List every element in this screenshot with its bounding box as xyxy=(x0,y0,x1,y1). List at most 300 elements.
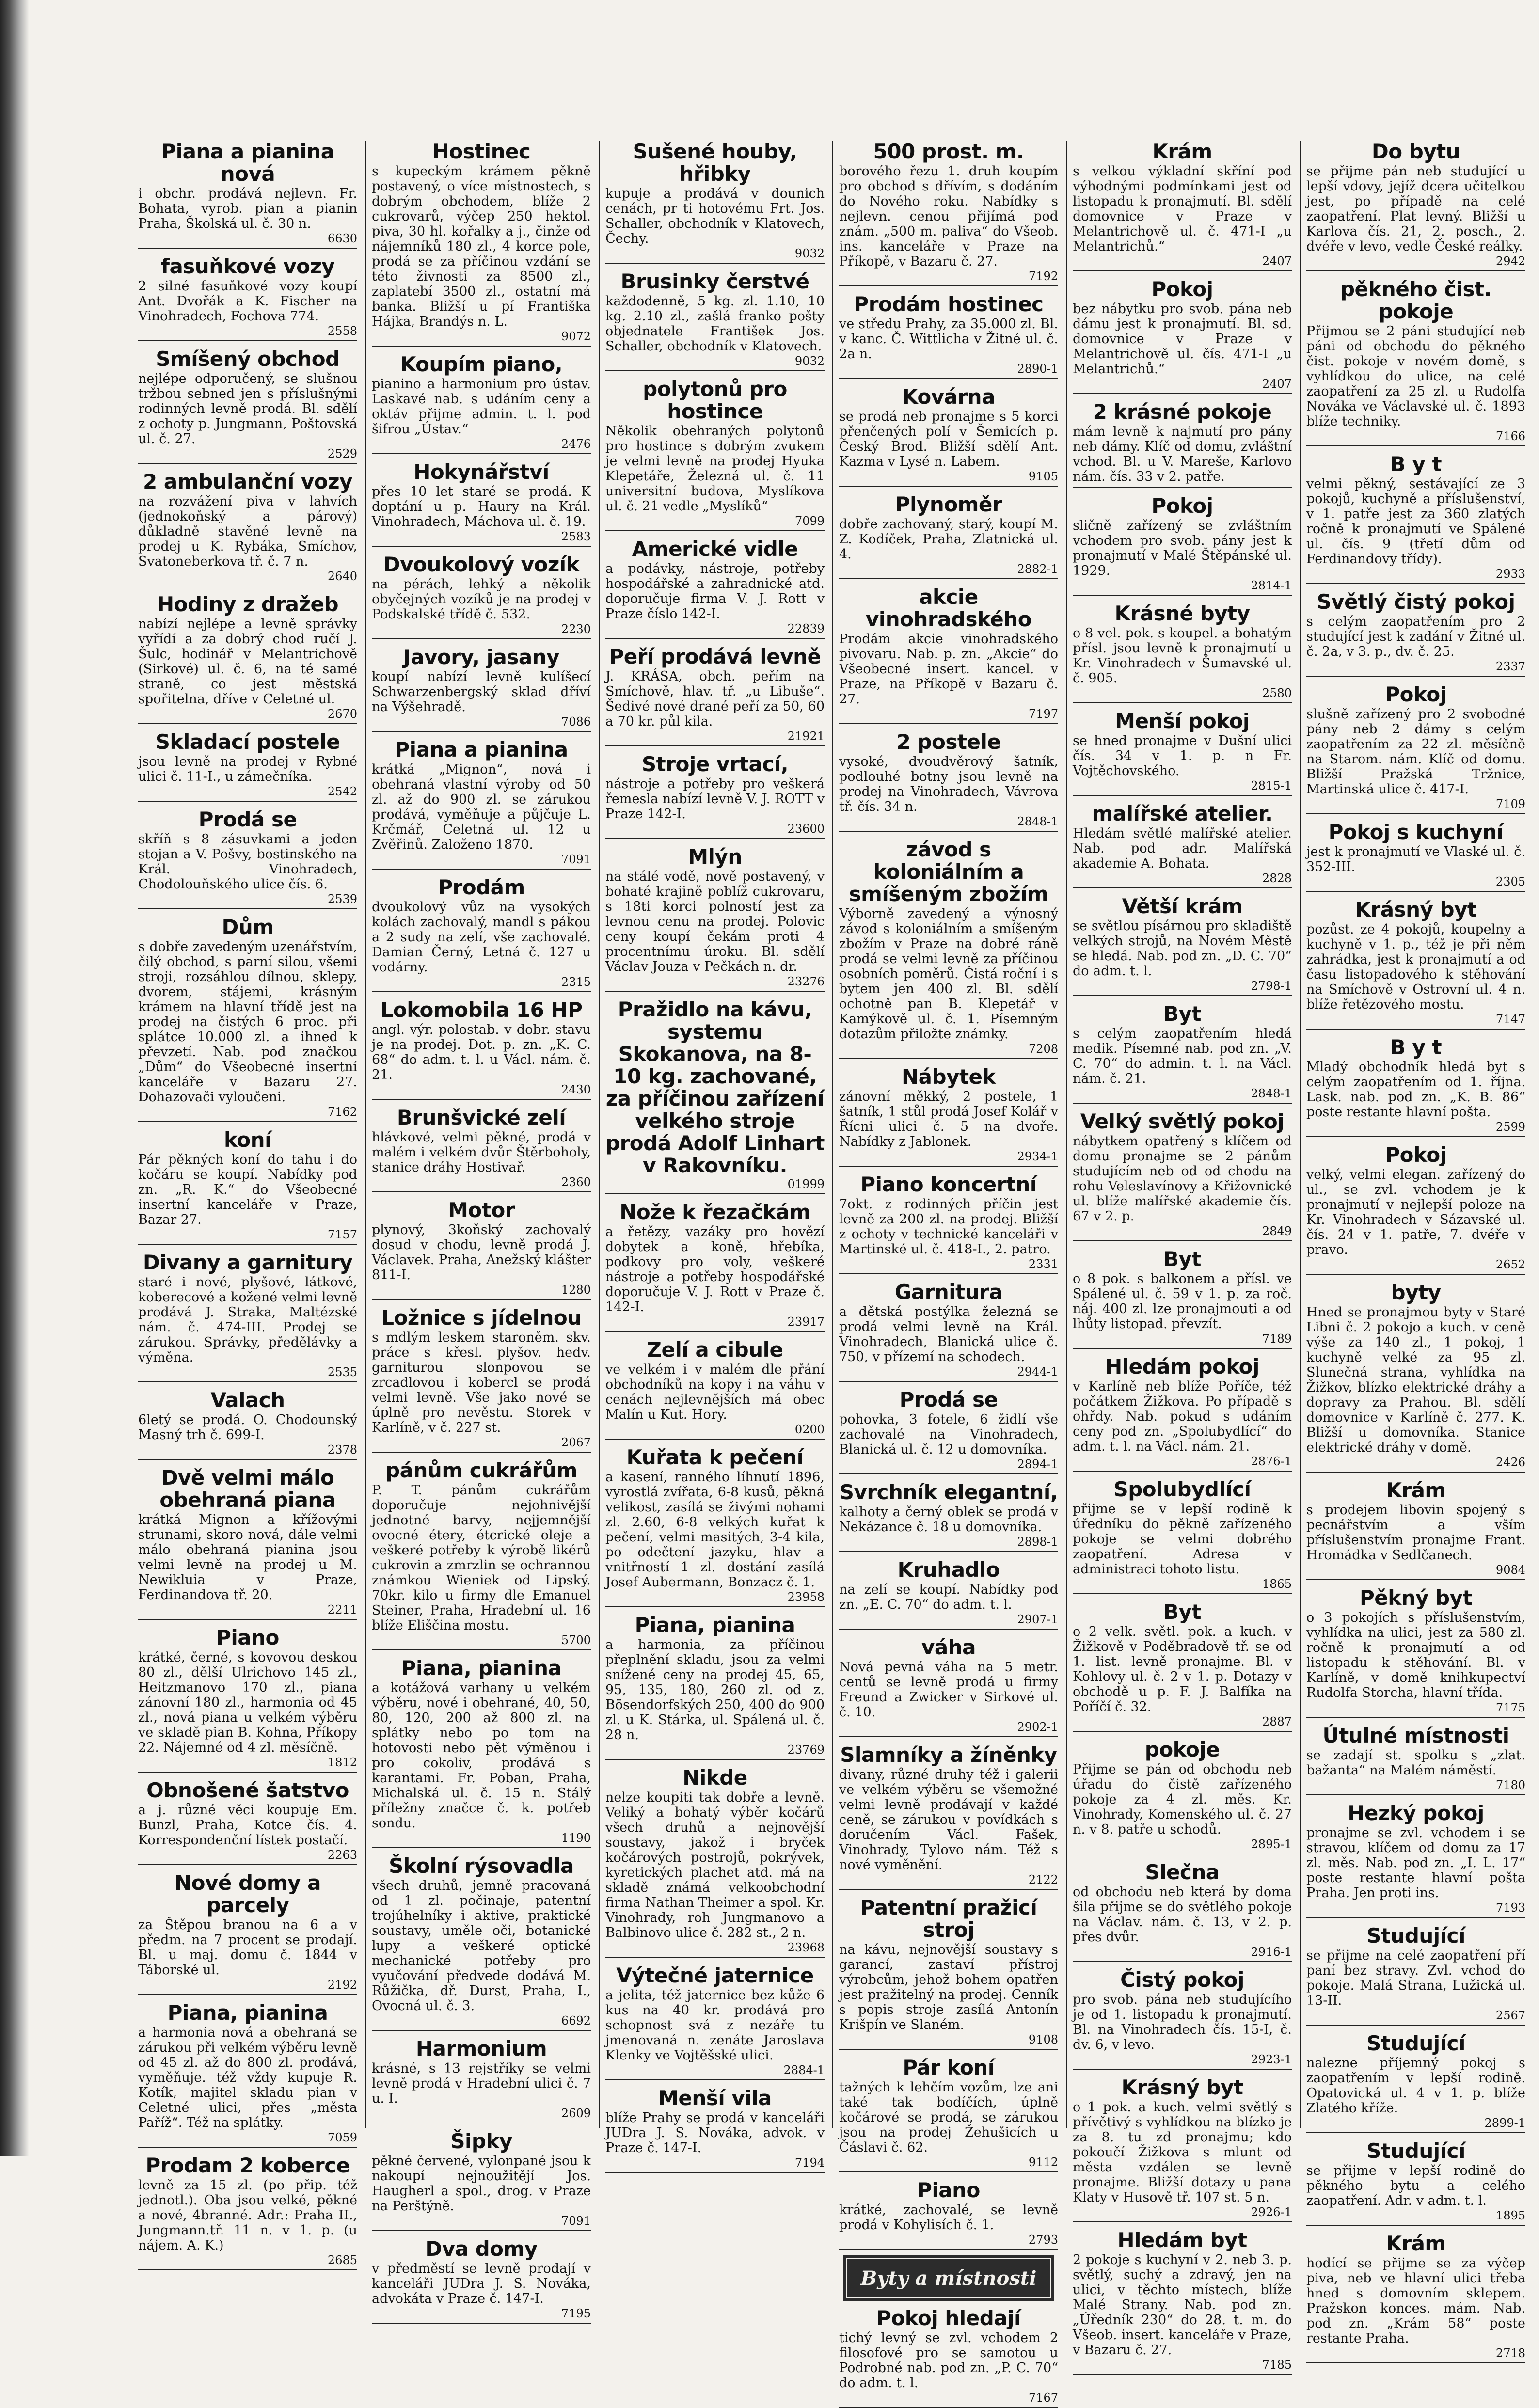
classified-ad xyxy=(605,378,825,531)
classified-ad xyxy=(839,493,1058,579)
ad-title: Spolubydlící xyxy=(1113,1477,1251,1501)
classified-ad xyxy=(1306,899,1525,1030)
ad-reference-number: 2539 xyxy=(327,892,357,906)
classified-ad xyxy=(1306,2140,1525,2226)
ad-text: každodenně, 5 kg. zl. 1.10, 10 kg. 2.10 zl., zašlá franko pošty objednatele František Jos. Schaller, obchodník v Klatovech. xyxy=(605,294,825,354)
ad-reference-number: 2916-1 xyxy=(1251,1945,1292,1959)
column-divider xyxy=(832,141,833,2128)
ad-title: Obnošené šatstvo xyxy=(146,1778,349,1802)
ad-title: B y t xyxy=(1390,452,1442,476)
column-divider xyxy=(599,141,600,2128)
classified-ad xyxy=(138,1627,357,1773)
ad-reference-number: 9105 xyxy=(1028,470,1058,483)
ad-text: angl. výr. polostab. v dobr. stavu je na prodej. Dot. p. zn. „K. C. 68“ do adm. t. l. u Václ. nám. č. 21. xyxy=(372,1022,591,1082)
classified-ad xyxy=(839,839,1058,1059)
ad-text: s prodejem libovin spojený s pecnářstvím a vším příslušenstvím pronajme Frant. Hromádka v Sedlčanech. xyxy=(1306,1503,1525,1563)
ad-text: Pár pěkných koní do tahu i do kočáru se koupí. Nabídky pod zn. „R. K.“ do Všeobecné insertní kanceláře v Praze, Bazar 27. xyxy=(138,1152,357,1227)
ad-title: Krám xyxy=(1386,1478,1446,1502)
ad-text: pro svob. pána neb studujícího je od 1. listopadu k pronajmutí. Bl. na Vinohradech čís. 15-I, č. dv. 6, v levo. xyxy=(1073,1992,1292,2052)
ad-title: Krám xyxy=(1152,140,1212,163)
ad-text: s dobře zavedeným uzenářstvím, čilý obchod, s parní silou, všemi stroji, rozsáhlou dílnou, sklepy, dvorem, stájemi, krásným krámem na hlavní třídě jest na prodej na čistých 6 proc. při splátce 10.000 zl. a ihned k převzetí. Nab. pod značkou „Dům“ do Všeobecné insertní kanceláře v Bazaru 27. Dohazovači vyloučeni. xyxy=(138,939,357,1105)
ad-title: Dvě velmi málo obehraná piana xyxy=(159,1466,336,1512)
ad-text: a j. různé věci koupuje Em. Bunzl, Praha, Kotce čís. 4. Korrespondenční lístek postačí. xyxy=(138,1803,357,1848)
ad-title: Pokoj xyxy=(1151,277,1213,301)
ad-title: Školní rýsovadla xyxy=(389,1854,574,1878)
classified-ad xyxy=(372,2238,591,2324)
classified-ad xyxy=(839,1744,1058,1890)
ad-text: od obchodu neb která by doma šila přijme se do světlého pokoje na Václav. nám. č. 13, v 2. p. přes dvůr. xyxy=(1073,1885,1292,1945)
ad-title: 2 postele xyxy=(896,730,1001,754)
ad-title: Slamníky a žíněnky xyxy=(840,1743,1057,1767)
classified-ad xyxy=(1306,2233,1525,2363)
ad-text: na kávu, nejnovější soustavy s garancí, zastaví přístroj výrobcům, jehož bohem opatřen jest pražitelný na prodej. Cenník s popis stroje zasílá Antonín Krišpín ve Slaném. xyxy=(839,1942,1058,2032)
ad-text: se přijme v lepší rodině do pěkného bytu a celého zaopatření. Adr. v adm. t. l. xyxy=(1306,2163,1525,2208)
ad-text: pozůst. ze 4 pokojů, koupelny a kuchyně v 1. p., též je při něm zahrádka, jest k pronajmutí a od času listopadového k stěhování na Smíchově v Ostrovní ul. 4 n. blíže řetězového mostu. xyxy=(1306,922,1525,1012)
ad-text: o 1 pok. a kuch. velmi světlý s přívětivý s vyhlídkou na blízko je za 8. tu zd pronajmu; kdo pokoučí Žižkova s mlunt od města vzdálen se levně pronajme. Bližší dotazy u pana Klaty v Husově tř. 107 st. 5 n. xyxy=(1073,2100,1292,2205)
classified-ad xyxy=(839,1559,1058,1630)
ad-reference-number: 7197 xyxy=(1028,707,1058,721)
ad-title: Piana a pianina nová xyxy=(161,140,334,186)
ad-title: Hostinec xyxy=(432,140,531,163)
ad-reference-number: 9084 xyxy=(1495,1563,1525,1577)
ad-reference-number: 2670 xyxy=(327,707,357,721)
ad-reference-number: 2923-1 xyxy=(1251,2053,1292,2066)
ad-text: o 2 velk. světl. pok. a kuch. v Žižkově v Poděbradově tř. se od 1. list. levně pronajme. Bl. v Kohlovy ul. č. 2 v 1. p. Dotazy v obchodě u p. F. J. Balfíka na Poříčí č. 32. xyxy=(1073,1624,1292,1714)
ad-reference-number: 9032 xyxy=(794,247,825,260)
ad-title: Nové domy a parcely xyxy=(174,1871,321,1917)
ad-reference-number: 2567 xyxy=(1495,2009,1525,2022)
classified-ad xyxy=(138,808,357,909)
classified-ad xyxy=(1306,591,1525,677)
ad-text: přijme se v lepší rodině k úředníku do pěkně zařízeného pokoje se velmi dobrého zaopatření. Adresa v administraci tohoto listu. xyxy=(1073,1502,1292,1577)
ad-title: Skladací postele xyxy=(155,730,340,754)
classified-ad xyxy=(605,1767,825,1958)
ad-reference-number: 7189 xyxy=(1262,1332,1292,1346)
ad-title: Nikde xyxy=(682,1766,747,1790)
ad-text: zánovní měkký, 2 postele, 1 šatník, 1 stůl prodá Josef Kolář v Řícni ulici č. 5 na dvoře. Nabídky z Jablonek. xyxy=(839,1089,1058,1149)
ad-text: krátká Mignon a křížovými strunami, skoro nová, dále velmi málo obehraná pianina jsou velmi levně na prodej u M. Newikluia v Praze, Ferdinandova tř. 20. xyxy=(138,1512,357,1602)
classified-ad xyxy=(839,386,1058,487)
ad-text: velmi pěkný, sestávající ze 3 pokojů, kuchyně a příslušenství, v 1. patře jest za 360 zlatých ročně k pronajmutí ve Spálené ul. čís. 9 (třetí dům od Ferdinandovy třídy). xyxy=(1306,476,1525,567)
ad-reference-number: 2599 xyxy=(1495,1120,1525,1134)
ad-reference-number: 1280 xyxy=(561,1283,591,1297)
ad-reference-number: 6692 xyxy=(561,2014,591,2028)
ad-text: pronajme se zvl. vchodem i se stravou, klíčem od domu za 17 zl. měs. Nab. pod zn. „I. L. 17“ poste restante hlavní pošta Praha. Jen proti ins. xyxy=(1306,1825,1525,1901)
ad-title: pánům cukrářům xyxy=(385,1458,577,1482)
column-divider xyxy=(1066,141,1067,2128)
classified-ad xyxy=(372,1307,591,1453)
ad-reference-number: 2609 xyxy=(561,2107,591,2120)
classified-ad xyxy=(1306,1282,1525,1473)
section-banner: Byty a místnosti xyxy=(845,2257,1052,2299)
column-5 xyxy=(1073,140,1292,2372)
ad-text: 2 pokoje s kuchyní v 2. neb 3. p. světlý, suchý a zdravý, jen na ulici, v těchto místech, blíže Malé Strany. Nab. pod zn. „Úředník 230“ do 28. t. m. do Všeob. insert. kanceláře v Praze, v Bazaru č. 27. xyxy=(1073,2252,1292,2358)
column-divider xyxy=(1300,141,1301,2128)
ad-reference-number: 23917 xyxy=(787,1315,825,1329)
classified-ad xyxy=(1306,683,1525,814)
ad-text: a řetězy, vazáky pro hovězí dobytek a koně, hřebíka, podkovy pro voly, veškeré nástroje a potřeby hospodářské doporučuje V. J. Rott v Praze č. 142-I. xyxy=(605,1224,825,1315)
ad-reference-number: 2652 xyxy=(1495,1258,1525,1271)
ad-text: nalezne příjemný pokoj s zaopatřením v lepší rodině. Opatovická ul. 4 v 1. p. blíže Zlatého kříže. xyxy=(1306,2056,1525,2116)
ad-title: Mlýn xyxy=(688,845,742,869)
ad-reference-number: 2535 xyxy=(327,1365,357,1379)
ad-title: Byt xyxy=(1163,1600,1201,1624)
ad-reference-number: 01999 xyxy=(787,1177,825,1191)
ad-text: na rozvážení piva v lahvích (jednokoňský a párový) důkladně stavěné levně na prodej u K. Rybáka, Smíchov, Svatoneberkova tř. č. 7 n. xyxy=(138,494,357,569)
classified-ad xyxy=(372,1855,591,2031)
classified-ad xyxy=(138,731,357,802)
ad-text: a harmonia nová a obehraná se zárukou při velkém výběru levně od 45 zl. až do 800 zl. prodává, vyměňuje. též vždy kupuje R. Kotík, majitel skladu pian v Celetné ulici, přes „města Paříž“. Též na splátky. xyxy=(138,2025,357,2130)
ad-title: Studující xyxy=(1366,1924,1465,1948)
ad-title: Pokoj xyxy=(1385,682,1447,706)
ad-title: Zelí a cibule xyxy=(647,1338,783,1362)
ad-reference-number: 1812 xyxy=(327,1756,357,1769)
classified-ad xyxy=(839,731,1058,832)
ad-title: Piana, pianina xyxy=(167,2001,328,2025)
classified-ad xyxy=(1306,453,1525,584)
ad-title: Brunšvické zelí xyxy=(397,1106,566,1129)
ad-text: se prodá neb pronajme s 5 korci přenčených polí v Šemicích p. Český Brod. Bližší sdělí Ant. Kazma v Lysé n. Labem. xyxy=(839,409,1058,469)
classified-ad xyxy=(372,2130,591,2231)
ad-text: a dětská postýlka železná se prodá velmi levně na Král. Vinohradech, Blanická ulice č. 750, v přízemí na schodech. xyxy=(839,1304,1058,1364)
ad-title: Peří prodává levně xyxy=(609,645,821,668)
classified-ad xyxy=(605,1446,825,1607)
ad-text: a kotážová varhany u velkém výběru, nové i obehrané, 40, 50, 80, 120, 200 až 800 zl. na splátky nebo po tom na hotovosti nebo pět výměnou i pro cokoliv, prodává s karantami. Fr. Poban, Praha, Michalská ul. č. 15 n. Stálý příležny značce č. k. potřeb sondu. xyxy=(372,1680,591,1831)
ad-text: na stálé vodě, nově postavený, v bohaté krajině poblíž cukrovaru, s 18ti korci polností jest za levnou cenu na prodej. Polovic ceny koupí čekám proti 4 procentnímu úroku. Bl. sdělí Václav Jouza v Pečkách n. dr. xyxy=(605,869,825,974)
ad-reference-number: 2263 xyxy=(327,1848,357,1862)
ad-reference-number: 2815-1 xyxy=(1251,779,1292,792)
classified-ad xyxy=(138,916,357,1122)
ad-reference-number: 9072 xyxy=(561,330,591,343)
ad-reference-number: 2944-1 xyxy=(1017,1365,1058,1378)
classified-ad xyxy=(1073,141,1292,271)
ad-reference-number: 2529 xyxy=(327,447,357,460)
classified-ad xyxy=(839,1636,1058,1737)
classified-ad xyxy=(839,1389,1058,1474)
ad-title: Čistý pokoj xyxy=(1120,1968,1244,1992)
ad-reference-number: 2798-1 xyxy=(1251,979,1292,993)
ad-reference-number: 1865 xyxy=(1262,1577,1292,1591)
ad-reference-number: 23769 xyxy=(787,1743,825,1757)
column-2 xyxy=(372,140,591,2320)
classified-ad xyxy=(605,846,825,992)
classified-ad xyxy=(839,2307,1058,2408)
ad-text: s velkou výkladní skříní pod výhodnými podmínkami jest od listopadu k pronajmutí. Bl. sdělí domovnice v Praze v Melantrichově ul. č. 471-I „u Melantrichů.“ xyxy=(1073,164,1292,254)
ad-title: pokoje xyxy=(1144,1738,1220,1761)
ad-title: Kruhadlo xyxy=(897,1558,1000,1582)
ad-title: váha xyxy=(921,1635,976,1659)
classified-ad xyxy=(372,646,591,732)
ad-reference-number: 2211 xyxy=(327,1603,357,1616)
ad-text: nabízí nejlépe a levně správky vyřídí a za dobrý chod ručí J. Šulc, hodinář v Melantrichově (Sirkové) ul. č. 6, na té samé straně, co jest městská spořitelna, dříve v Celetné ul. xyxy=(138,617,357,707)
classified-ad xyxy=(138,1872,357,1995)
ad-title: Piano xyxy=(216,1626,279,1649)
ad-text: nástroje a potřeby pro veškerá řemesla nabízí levně V. J. ROTT v Praze 142-I. xyxy=(605,776,825,822)
ad-text: ve středu Prahy, za 35.000 zl. Bl. v kanc. Č. Wittlicha v Žitné ul. č. 2a n. xyxy=(839,317,1058,362)
classified-ad xyxy=(839,1173,1058,1274)
ad-title: Patentní pražicí stroj xyxy=(860,1896,1037,1942)
classified-ad xyxy=(1073,278,1292,394)
ad-reference-number: 2378 xyxy=(327,1443,357,1457)
ad-reference-number: 2933 xyxy=(1495,567,1525,581)
classified-ad xyxy=(1306,1036,1525,1137)
ad-title: B y t xyxy=(1390,1035,1442,1059)
ad-reference-number: 7166 xyxy=(1495,429,1525,443)
ad-text: J. KRÁSA, obch. peřím na Smíchově, hlav. tř. „u Libuše“. Šedivé nové drané peří za 50, 60 a 70 kr. půl kila. xyxy=(605,669,825,729)
ad-title: Nože k řezačkám xyxy=(619,1200,810,1224)
classified-ad xyxy=(1073,1003,1292,1104)
classified-ad xyxy=(1073,401,1292,488)
classified-ad xyxy=(605,2087,825,2173)
ad-reference-number: 7091 xyxy=(561,853,591,866)
ad-text: vysoké, dvoudvěrový šatník, podlouhé botny jsou levně na prodej na Vinohradech, Vávrova tř. čís. 34 n. xyxy=(839,754,1058,814)
classified-ad xyxy=(372,876,591,992)
ad-title: Útulné místnosti xyxy=(1322,1724,1509,1747)
ad-title: Studující xyxy=(1366,2139,1465,2163)
ad-reference-number: 1895 xyxy=(1495,2209,1525,2222)
ad-reference-number: 22839 xyxy=(787,622,825,635)
ad-reference-number: 2305 xyxy=(1495,875,1525,888)
ad-title: 500 prost. m. xyxy=(873,140,1024,163)
classified-ad xyxy=(1073,1739,1292,1854)
ad-title: Brusinky čerstvé xyxy=(620,269,809,293)
classified-ad xyxy=(138,1252,357,1382)
classified-ad xyxy=(138,1129,357,1245)
classified-ad xyxy=(1306,141,1525,271)
ad-reference-number: 2793 xyxy=(1028,2233,1058,2247)
ad-reference-number: 2902-1 xyxy=(1017,1720,1058,1734)
classified-ad xyxy=(372,353,591,454)
ad-title: Stroje vrtací, xyxy=(641,752,789,776)
classified-ad xyxy=(605,998,825,1194)
ad-reference-number: 2718 xyxy=(1495,2346,1525,2360)
ad-title: koní xyxy=(224,1128,271,1152)
ad-title: malířské atelier. xyxy=(1092,802,1273,825)
ad-reference-number: 2882-1 xyxy=(1017,562,1058,576)
ad-title: Šipky xyxy=(450,2129,512,2153)
classified-ad xyxy=(839,586,1058,724)
classified-ad xyxy=(1306,1725,1525,1795)
ad-title: Piana a pianina xyxy=(395,738,568,761)
ad-text: Nová pevná váha na 5 metr. centů se levně prodá u firmy Freund a Zwicker v Sirkové ul. č. 10. xyxy=(839,1660,1058,1720)
ad-reference-number: 2583 xyxy=(561,530,591,543)
ad-reference-number: 2849 xyxy=(1262,1224,1292,1238)
ad-reference-number: 7091 xyxy=(561,2214,591,2228)
classified-ad xyxy=(372,1459,591,1650)
ad-text: skříň s 8 zásuvkami a jeden stojan a V. Pošvy, bostinského na Král. Vinohradech, Chodolouňského ulice čís. 6. xyxy=(138,832,357,892)
classified-ad xyxy=(1306,1144,1525,1275)
ad-title: Do bytu xyxy=(1371,140,1460,163)
ad-title: Menší vila xyxy=(658,2086,772,2110)
classified-ad xyxy=(1073,1969,1292,2070)
ad-title: Prodam 2 koberce xyxy=(145,2154,350,2177)
ad-text: hodící se přijme se za výčep piva, neb ve hlavní ulici třeba hned s domovním sklepem. Pražskon konces. mám. Nab. pod zn. „Krám 58“ poste restante Praha. xyxy=(1306,2256,1525,2346)
classified-ad xyxy=(372,554,591,639)
classified-ad xyxy=(1073,803,1292,888)
ad-reference-number: 1190 xyxy=(561,1831,591,1845)
ad-text: 6letý se prodá. O. Chodounský Masný trh č. 699-I. xyxy=(138,1412,357,1442)
classified-ad xyxy=(839,1281,1058,1382)
ad-reference-number: 2558 xyxy=(327,324,357,338)
classified-ad xyxy=(605,753,825,839)
ad-text: Hned se pronajmou byty v Staré Libni č. 2 pokojo a kuch. v ceně výše za 140 zl., 1 pokoj, 1 kuchyně velké za 95 zl. Slunečná strana, vyhlídka na Žižkov, blízko elektrické dráhy a dopravy za Prahou. Bl. sdělí domovnice v Karlíně č. 277. K. Bližší u domovníka. Stanice elektrické dráhy v domě. xyxy=(1306,1305,1525,1455)
ad-reference-number: 7099 xyxy=(794,514,825,528)
ad-text: staré i nové, plyšové, látkové, koberecové a kožené velmi levně prodává J. Straka, Maltézské nám. č. 474-III. Prodej se zárukou. Správky, předělávky a výměna. xyxy=(138,1275,357,1365)
ad-text: a podávky, nástroje, potřeby hospodářské a zahradnické atd. doporučuje firma V. J. Rott v Praze číslo 142-I. xyxy=(605,561,825,621)
ad-text: se přijme pán neb studující u lepší vdovy, jejíž dcera učitelkou jest, po případě na celé zaopatření. Plat levný. Bližší u Karlova čís. 21, 2. posch., 2. dvéře v levo, vedle České reálky. xyxy=(1306,164,1525,254)
ad-reference-number: 7208 xyxy=(1028,1042,1058,1056)
ad-text: jest k pronajmutí ve Vlaské ul. č. 352-III. xyxy=(1306,844,1525,874)
ad-reference-number: 2476 xyxy=(561,437,591,451)
classified-ad xyxy=(372,1199,591,1300)
classified-ad xyxy=(839,141,1058,286)
ad-reference-number: 2907-1 xyxy=(1017,1613,1058,1626)
ad-reference-number: 7194 xyxy=(794,2156,825,2170)
classified-ad xyxy=(605,646,825,746)
classified-ad xyxy=(605,141,825,264)
ad-reference-number: 2542 xyxy=(327,785,357,798)
classified-ad xyxy=(372,461,591,547)
ad-title: Hezký pokoj xyxy=(1348,1801,1484,1825)
ad-reference-number: 2848-1 xyxy=(1017,815,1058,828)
ad-text: tažných k lehčím vozům, lze ani také tak bodíčích, úplně kočárové se prodá, se zárukou jsou na prodej Žehušicích u Čáslavi č. 62. xyxy=(839,2080,1058,2155)
ad-title: Motor xyxy=(448,1198,515,1222)
classified-ad xyxy=(1073,1356,1292,1472)
ad-reference-number: 7175 xyxy=(1495,1701,1525,1714)
ad-reference-number: 2898-1 xyxy=(1017,1535,1058,1549)
ad-title: Byt xyxy=(1163,1247,1201,1271)
ad-text: o 8 pok. s balkonem a přísl. ve Spálené ul. č. 59 v 1. p. za roč. náj. 400 zl. lze pronajmouti a od lhůty listopad. převzít. xyxy=(1073,1271,1292,1331)
classified-ads-page xyxy=(138,140,1539,2405)
scan-edge xyxy=(0,0,29,2156)
ad-title: závod s koloniálním a smíšeným zbožím xyxy=(849,838,1048,906)
classified-ad xyxy=(605,1339,825,1440)
ad-reference-number: 7185 xyxy=(1262,2358,1292,2372)
ad-text: divany, různé druhy též i galerii ve velkém výběru se všemožné velmi levně prodávají v každé ceně, se zárukou v povídkách s doručením Václ. Fašek, Vinohrady, Tylovo nám. Též s nové vyměnění. xyxy=(839,1767,1058,1872)
ad-text: krásné, s 13 rejstříky se velmi levně prodá v Hradební ulici č. 7 u. I. xyxy=(372,2061,591,2106)
ad-title: Světlý čistý pokoj xyxy=(1317,590,1515,614)
ad-title: Svrchník elegantní, xyxy=(839,1480,1058,1504)
ad-text: koupí nabízí levně kulíšecí Schwarzenbergský sklad dříví na Výšehradě. xyxy=(372,669,591,714)
ad-text: pohovka, 3 fotele, 6 židlí vše zachovalé na Vinohradech, Blanická ul. č. 12 u domovníka. xyxy=(839,1412,1058,1457)
classified-ad xyxy=(605,1964,825,2080)
classified-ad xyxy=(1073,602,1292,703)
ad-text: v předměstí se levně prodají v kanceláři JUDra J. S. Nováka, advokáta v Praze č. 147-I. xyxy=(372,2261,591,2306)
ad-reference-number: 2848-1 xyxy=(1251,1087,1292,1100)
classified-ad xyxy=(138,255,357,341)
classified-ad xyxy=(138,471,357,586)
classified-ad xyxy=(1306,821,1525,892)
ad-text: pěkné červené, vylonpané jsou k nakoupí nejnoužitějí Jos. Haugherl a spol., drog. v Praze na Perštýně. xyxy=(372,2154,591,2214)
ad-title: Garnitura xyxy=(894,1280,1003,1304)
classified-ad xyxy=(138,1779,357,1865)
ad-text: s celým zaopatřením hledá medik. Písemné nab. pod zn. „V. C. 70“ do admin. t. l. na Václ. nám. č. 21. xyxy=(1073,1026,1292,1086)
classified-ad xyxy=(138,1467,357,1620)
column-1 xyxy=(138,140,357,2267)
classified-ad xyxy=(839,2057,1058,2172)
ad-reference-number: 2360 xyxy=(561,1175,591,1189)
ad-title: Piano xyxy=(917,2178,980,2202)
classified-ad xyxy=(1306,1479,1525,1580)
ad-title: Studující xyxy=(1366,2031,1465,2055)
ad-text: Přijmou se 2 páni studující neb páni od obchodu do pěkného čist. pokoje v novém domě, s vyhlídkou do ulice, na celé zaopatření za 25 zl. u Rudolfa Nováka ve Václavské ul. č. 1893 blíže techniky. xyxy=(1306,324,1525,429)
ad-text: s kupeckým krámem pěkně postavený, o více místnostech, s dobrým obchodem, blíže 2 cukrovarů, výčep 250 hektol. piva, 30 hl. kořalky a j., činže od nájemníků 180 zl., 4 korce pole, prodá se za příčinou vzdání se této živnosti za 8500 zl., zaplatebí 3500 zl., ostatní má banka. Bližší u pí Františka Hájka, Brandýs n. L. xyxy=(372,164,591,329)
ad-title: Hodiny z dražeb xyxy=(157,592,339,616)
ad-text: Přijme se pán od obchodu neb úřadu do čistě zařízeného pokoje za 4 zl. měs. Kr. Vinohrady, Komenského ul. č. 27 n. v 8. patře u schodů. xyxy=(1073,1762,1292,1837)
ad-text: dvoukolový vůz na vysokých kolách zachovalý, mandl s pákou a 2 sudy na zelí, vše zachovalé. Damian Černý, Letná č. 127 u vodárny. xyxy=(372,900,591,975)
ad-title: Hokynářství xyxy=(413,460,549,484)
column-3 xyxy=(605,140,825,2170)
classified-ad xyxy=(138,2155,357,2270)
ad-text: krátká „Mignon“, nová i obehraná vlastní výroby od 50 zl. až do 900 zl. se zárukou prodává, vyměňuje a půjčuje L. Krčmář, Celetná ul. 12 u Zvěřinů. Založeno 1870. xyxy=(372,762,591,852)
classified-ad xyxy=(1073,1478,1292,1594)
ad-title: Harmonium xyxy=(415,2037,547,2060)
ad-title: Krásný byt xyxy=(1355,898,1477,921)
ad-title: Výtečné jaternice xyxy=(616,1964,814,1987)
ad-text: o 8 vel. pok. s koupel. a bohatým přísl. jsou levně k pronajmutí u Kr. Vinohradech v Šumavské ul. č. 905. xyxy=(1073,626,1292,686)
ad-title: Nábytek xyxy=(902,1065,996,1089)
ad-text: nejlépe odporučený, se slušnou tržbou sebned jen s příslušnými rodinných levně prodá. Bl. sdělí z ochoty p. Jungmann, Poštovská ul. č. 27. xyxy=(138,371,357,446)
ad-reference-number: 2407 xyxy=(1262,254,1292,268)
ad-title: Pár koní xyxy=(903,2056,995,2079)
ad-reference-number: 0200 xyxy=(794,1423,825,1436)
classified-ad xyxy=(1306,1587,1525,1718)
classified-ad xyxy=(1306,1925,1525,2026)
ad-title: pěkného čist. pokoje xyxy=(1340,277,1492,323)
ad-text: nábytkem opatřený s klíčem od domu pronajme se 2 pánům studujícím neb od od chodu na rohu Veleslavínovy a Křižovnické ul. blíže malířské akademie čís. 67 v 2. p. xyxy=(1073,1134,1292,1224)
ad-text: tichý levný se zvl. vchodem 2 filosofové pro se samotou u Podrobné nab. pod zn. „P. C. 70“ do adm. t. l. xyxy=(839,2330,1058,2391)
classified-ad xyxy=(1306,278,1525,446)
ad-title: fasuňkové vozy xyxy=(160,254,335,278)
classified-ad xyxy=(1073,2076,1292,2222)
ad-reference-number: 2430 xyxy=(561,1083,591,1096)
classified-ad xyxy=(1073,895,1292,996)
ad-reference-number: 2899-1 xyxy=(1484,2116,1525,2130)
ad-text: Prodám akcie vinohradského pivovaru. Nab. p. zn. „Akcie“ do Všeobecné insert. kancel. v Praze, na Příkopě v Bazaru č. 27. xyxy=(839,632,1058,707)
classified-ad xyxy=(372,999,591,1100)
ad-title: Koupím piano, xyxy=(400,352,563,376)
ad-text: se přijme na celé zaopatření pří paní bez stravy. Zvl. vchod do pokoje. Malá Strana, Lužická ul. 13-II. xyxy=(1306,1948,1525,2008)
ad-text: i obchr. prodává nejlevn. Fr. Bohata, vyrob. pian a pianin Praha, Školská ul. č. 30 n. xyxy=(138,186,357,231)
ad-reference-number: 2934-1 xyxy=(1017,1150,1058,1163)
classified-ad xyxy=(138,1389,357,1460)
ad-reference-number: 2926-1 xyxy=(1251,2205,1292,2219)
ad-text: ve velkém i v malém dle přání obchodníků na kopy i na váhu v cenách nejlevnějších má obec Malín u Kut. Hory. xyxy=(605,1362,825,1422)
ad-text: Hledám světlé malířské atelier. Nab. pod adr. Malířská akademie A. Bohata. xyxy=(1073,826,1292,871)
ad-text: a jelita, též jaternice bez kůže 6 kus na 40 kr. prodává pro schopnost svá z nezáře tu jmenovaná n. zenáte Jaroslava Klenky ve Vojtěšské ulici. xyxy=(605,1988,825,2063)
ad-text: se zadají st. spolku s „zlat. bažanta“ na Malém náměstí. xyxy=(1306,1748,1525,1778)
ad-reference-number: 23276 xyxy=(787,975,825,988)
ad-title: Ložnice s jídelnou xyxy=(381,1306,582,1330)
ad-reference-number: 7193 xyxy=(1495,1901,1525,1915)
ad-title: Menší pokoj xyxy=(1115,709,1250,733)
ad-reference-number: 7180 xyxy=(1495,1778,1525,1792)
ad-text: kupuje a prodává v dounich cenách, pr ti hotovému Frt. Jos. Schaller, obchodník v Klatovech, Čechy. xyxy=(605,186,825,246)
ad-title: byty xyxy=(1391,1281,1441,1304)
classified-ad xyxy=(605,270,825,371)
ad-reference-number: 23600 xyxy=(787,822,825,836)
classified-ad xyxy=(1073,1861,1292,1962)
ad-text: kalhoty a černý oblek se prodá v Nekázance č. 18 u domovníka. xyxy=(839,1505,1058,1535)
ad-reference-number: 2814-1 xyxy=(1251,579,1292,592)
ad-title: Pokoj hledají xyxy=(876,2306,1021,2330)
ad-title: Prodám xyxy=(438,875,525,899)
classified-ad xyxy=(839,2179,1058,2250)
ad-title: 2 ambulanční vozy xyxy=(143,470,352,493)
ad-text: mám levně k najmutí pro pány neb dámy. Klíč od domu, zvláštní vchod. Bl. u V. Mareše, Karlovo nám. čís. 33 v 2. patře. xyxy=(1073,424,1292,484)
ad-reference-number: 23968 xyxy=(787,1941,825,1954)
ad-text: bez nábytku pro svob. pána neb dámu jest k pronajmutí. Bl. sd. domovnice v Praze v Melantrichově ul. čís. 471-I „u Melantrichů.“ xyxy=(1073,301,1292,377)
